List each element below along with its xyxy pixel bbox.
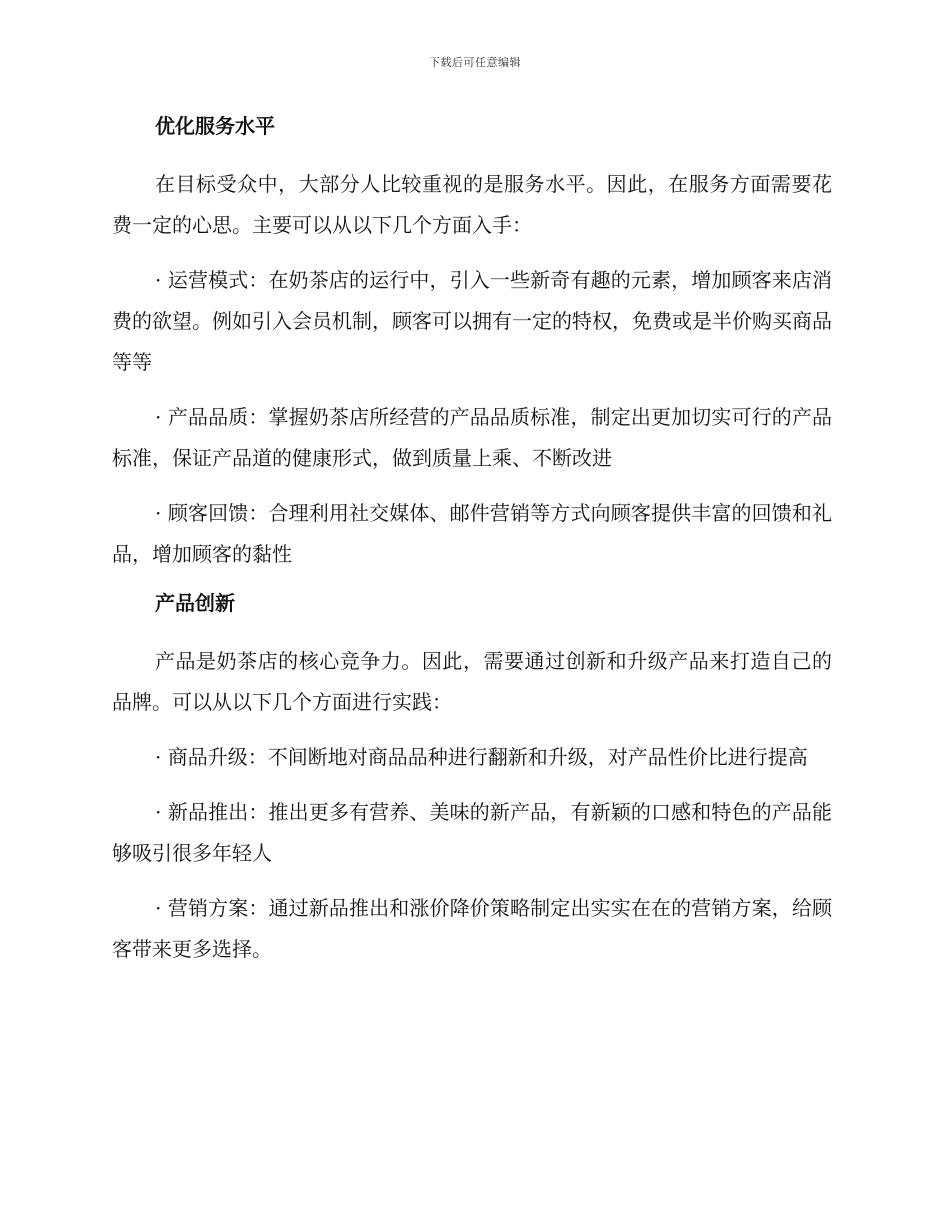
bullet-product-upgrade: · 商品升级：不间断地对商品品种进行翻新和升级，对产品性价比进行提高 [155, 745, 808, 769]
section-title: 产品创新 [155, 591, 235, 615]
section-innovation [112, 589, 832, 970]
section-title: 优化服务水平 [155, 114, 275, 138]
page-header: 下载后可任意编辑 [429, 56, 521, 69]
bullet-new-product-launch: · 新品推出：推出更多有营养、美味的新产品，有新颖的口感和特色的产品能够吸引很多年轻人 [112, 800, 832, 865]
bullet-product-quality: · 产品品质：掌握奶茶店所经营的产品品质标准，制定出更加切实可行的产品标准，保证产品道的健康形式，做到质量上乘、不断改进 [112, 405, 832, 470]
bullet-marketing-plan: · 营销方案：通过新品推出和涨价降价策略制定出实实在在的营销方案，给顾客带来更多选择。 [112, 896, 832, 961]
bullet-customer-feedback: · 顾客回馈：合理利用社交媒体、邮件营销等方式向顾客提供丰富的回馈和礼品，增加顾客的黏性 [112, 501, 832, 566]
bullet-operation-mode: · 运营模式：在奶茶店的运行中，引入一些新奇有趣的元素，增加顾客来店消费的欲望。例如引入会员机制，顾客可以拥有一定的特权，免费或是半价购买商品等等 [112, 268, 832, 374]
paragraph-intro: 在目标受众中，大部分人比较重视的是服务水平。因此，在服务方面需要花费一定的心思。主要可以从以下几个方面入手： [112, 172, 832, 237]
document-body [112, 112, 832, 984]
section-service [112, 112, 832, 575]
paragraph-intro: 产品是奶茶店的核心竞争力。因此，需要通过创新和升级产品来打造自己的品牌。可以从以下几个方面进行实践： [112, 649, 832, 714]
